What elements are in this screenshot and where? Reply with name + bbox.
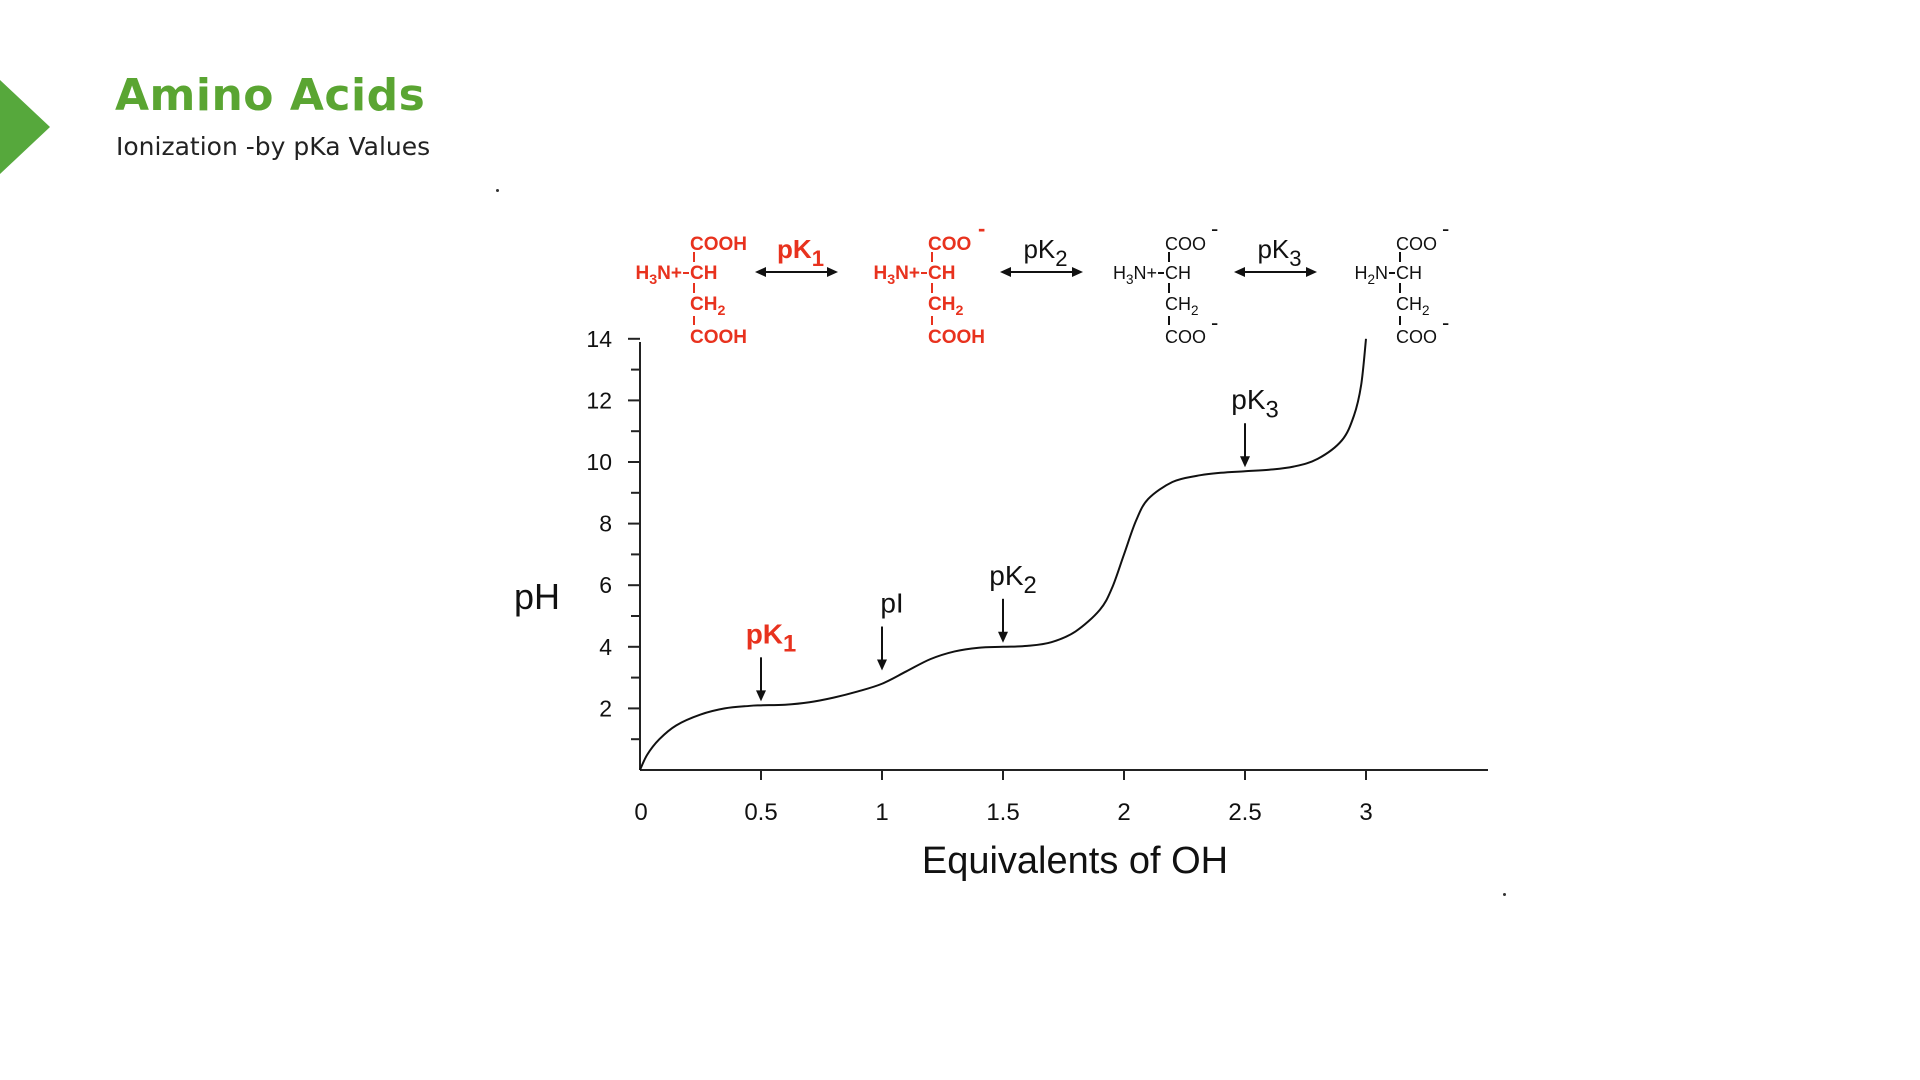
form-top-group: COO [1396, 234, 1438, 254]
form-alpha-carbon: CH [928, 263, 956, 284]
form-top-group: COO [928, 234, 972, 255]
annotation-label: $pK_3$ [1231, 384, 1279, 424]
form-alpha-carbon: CH [690, 263, 718, 284]
form-bottom-group: COO [1165, 327, 1207, 347]
annotation-arrow [877, 627, 887, 671]
form-side-chain: $CH_2$ [1165, 294, 1199, 318]
chart-annotations [746, 384, 1279, 701]
form-bottom-group: COOH [690, 327, 747, 348]
ionization-form [1354, 216, 1449, 347]
form-bottom-group: COO [1396, 327, 1438, 347]
form-top-group: COOH [690, 234, 747, 255]
form-alpha-carbon: CH [1165, 263, 1191, 283]
equilibrium-label: pK3 [1257, 234, 1302, 271]
equilibrium-arrow [1234, 234, 1317, 277]
x-tick-label: 1 [875, 799, 889, 826]
x-tick-label: 3 [1359, 799, 1373, 826]
y-tick-label: 2 [599, 695, 612, 722]
ionization-form [874, 216, 986, 348]
x-tick-label: 0.5 [744, 799, 778, 826]
form-charge: - [978, 216, 986, 241]
x-tick-label: 2.5 [1228, 799, 1262, 826]
form-charge: - [1211, 310, 1219, 335]
form-amino-group: $H_3N+$ [635, 263, 682, 288]
ionization-forms [636, 216, 1450, 348]
form-amino-group: $H_3N+$ [1112, 263, 1157, 287]
form-bottom-group: COOH [928, 327, 985, 348]
equilibrium-arrow [755, 234, 838, 277]
form-charge: - [1442, 310, 1450, 335]
annotation-label: $pK_1$ [745, 618, 797, 658]
y-tick-label: 8 [599, 510, 612, 537]
form-alpha-carbon: CH [1396, 263, 1422, 283]
y-axis-label: pH [513, 576, 561, 617]
equilibrium-label: pK2 [1023, 234, 1068, 271]
form-amino-group: $H_2N$ [1354, 263, 1388, 287]
ionization-form [1113, 216, 1218, 347]
ionization-form [636, 234, 748, 348]
x-tick-label: 2 [1117, 799, 1131, 826]
chart-axes [586, 326, 1488, 826]
y-tick-label: 6 [599, 572, 612, 599]
y-tick-label: 12 [586, 387, 612, 414]
y-tick-label: 4 [599, 633, 612, 660]
equilibrium-label: pK1 [777, 234, 824, 271]
form-top-group: COO [1165, 234, 1207, 254]
form-side-chain: $CH_2$ [690, 294, 726, 319]
x-axis-label: Equivalents of OH [921, 840, 1229, 882]
form-side-chain: $CH_2$ [1396, 294, 1430, 318]
annotation-label: pI [880, 587, 904, 619]
form-charge: - [1211, 216, 1219, 241]
y-tick-label: 10 [586, 449, 612, 475]
annotation-label: $pK_2$ [989, 559, 1037, 600]
y-tick-label: 14 [586, 325, 612, 352]
slide-title: Amino Acids [115, 70, 426, 121]
x-tick-label: 0 [634, 799, 648, 826]
slide-subtitle: Ionization -by pKa Values [116, 132, 431, 161]
annotation-arrow [998, 599, 1008, 643]
form-side-chain: $CH_2$ [928, 294, 964, 319]
annotation-arrow [756, 657, 766, 701]
form-amino-group: $H_3N+$ [873, 263, 920, 288]
form-charge: - [1442, 216, 1450, 241]
x-tick-label: 1.5 [986, 799, 1020, 826]
equilibrium-arrow [1000, 234, 1083, 277]
annotation-arrow [1240, 423, 1250, 467]
